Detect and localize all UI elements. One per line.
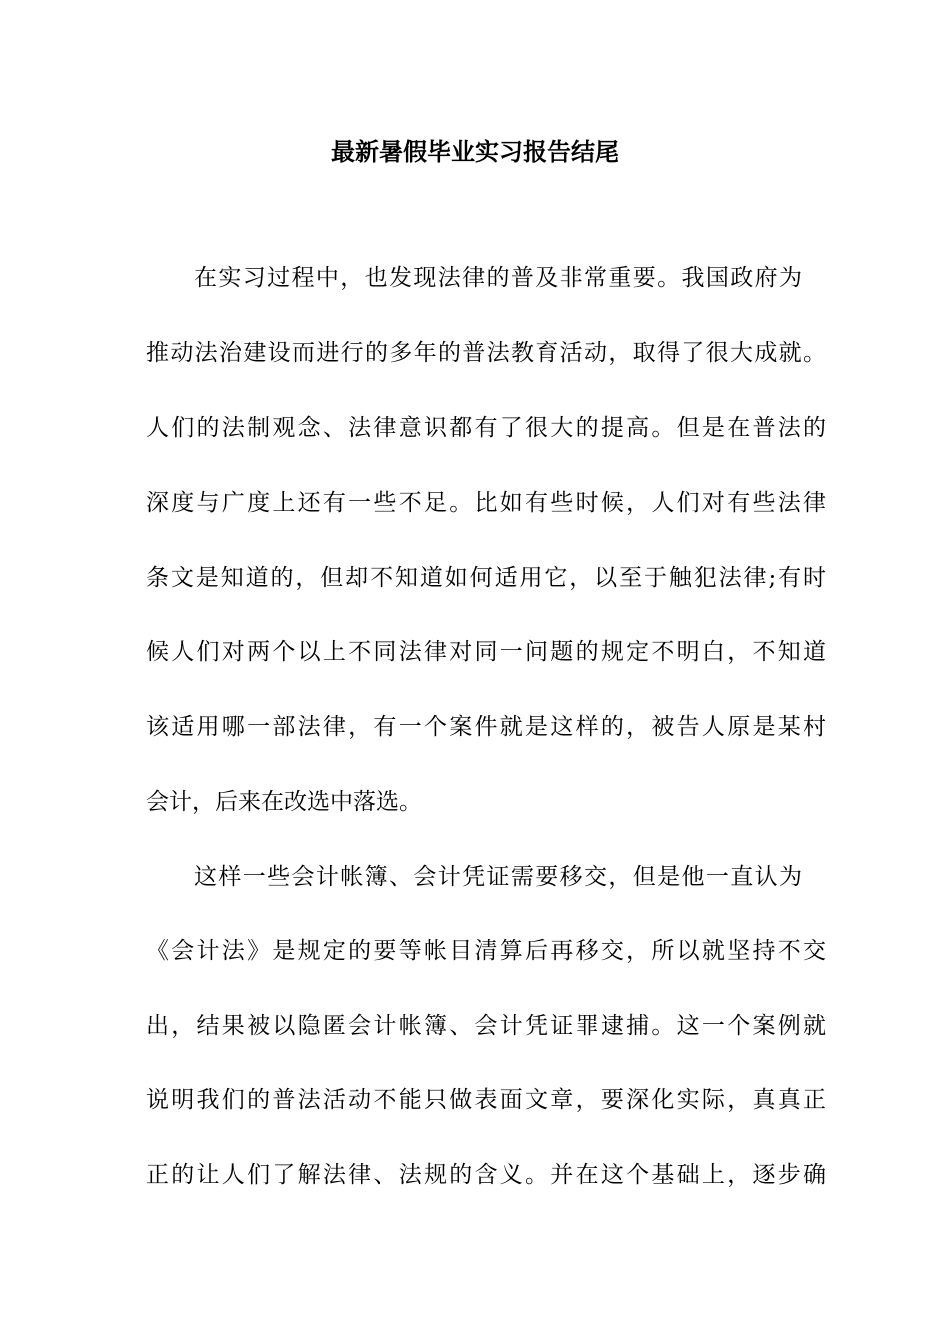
paragraph-1-line-1: 在实习过程中，也发现法律的普及非常重要。我国政府为 — [194, 265, 802, 291]
paragraph-1-line-6: 候人们对两个以上不同法律对同一问题的规定不明白，不知道 — [146, 639, 826, 665]
paragraph-2-line-1: 这样一些会计帐簿、会计凭证需要移交，但是他一直认为 — [194, 864, 802, 890]
paragraph-2-line-3: 出，结果被以隐匿会计帐簿、会计凭证罪逮捕。这一个案例就 — [146, 1013, 826, 1039]
paragraph-1-line-8: 会计，后来在改选中落选。 — [146, 789, 422, 815]
paragraph-1-line-7: 该适用哪一部法律，有一个案件就是这样的，被告人原是某村 — [146, 714, 826, 740]
paragraph-1-line-3: 人们的法制观念、法律意识都有了很大的提高。但是在普法的 — [146, 415, 826, 441]
paragraph-1-line-4: 深度与广度上还有一些不足。比如有些时候，人们对有些法律 — [146, 490, 826, 516]
paragraph-2-line-5: 正的让人们了解法律、法规的含义。并在这个基础上，逐步确 — [146, 1162, 826, 1188]
document-title: 最新暑假毕业实习报告结尾 — [331, 137, 619, 166]
paragraph-2-line-2: 《会计法》是规定的要等帐目清算后再移交，所以就坚持不交 — [146, 938, 826, 964]
paragraph-1-line-5: 条文是知道的，但却不知道如何适用它，以至于触犯法律;有时 — [146, 565, 826, 591]
paragraph-1-line-2: 推动法治建设而进行的多年的普法教育活动，取得了很大成就。 — [146, 340, 826, 366]
paragraph-2-line-4: 说明我们的普法活动不能只做表面文章，要深化实际，真真正 — [146, 1087, 826, 1113]
